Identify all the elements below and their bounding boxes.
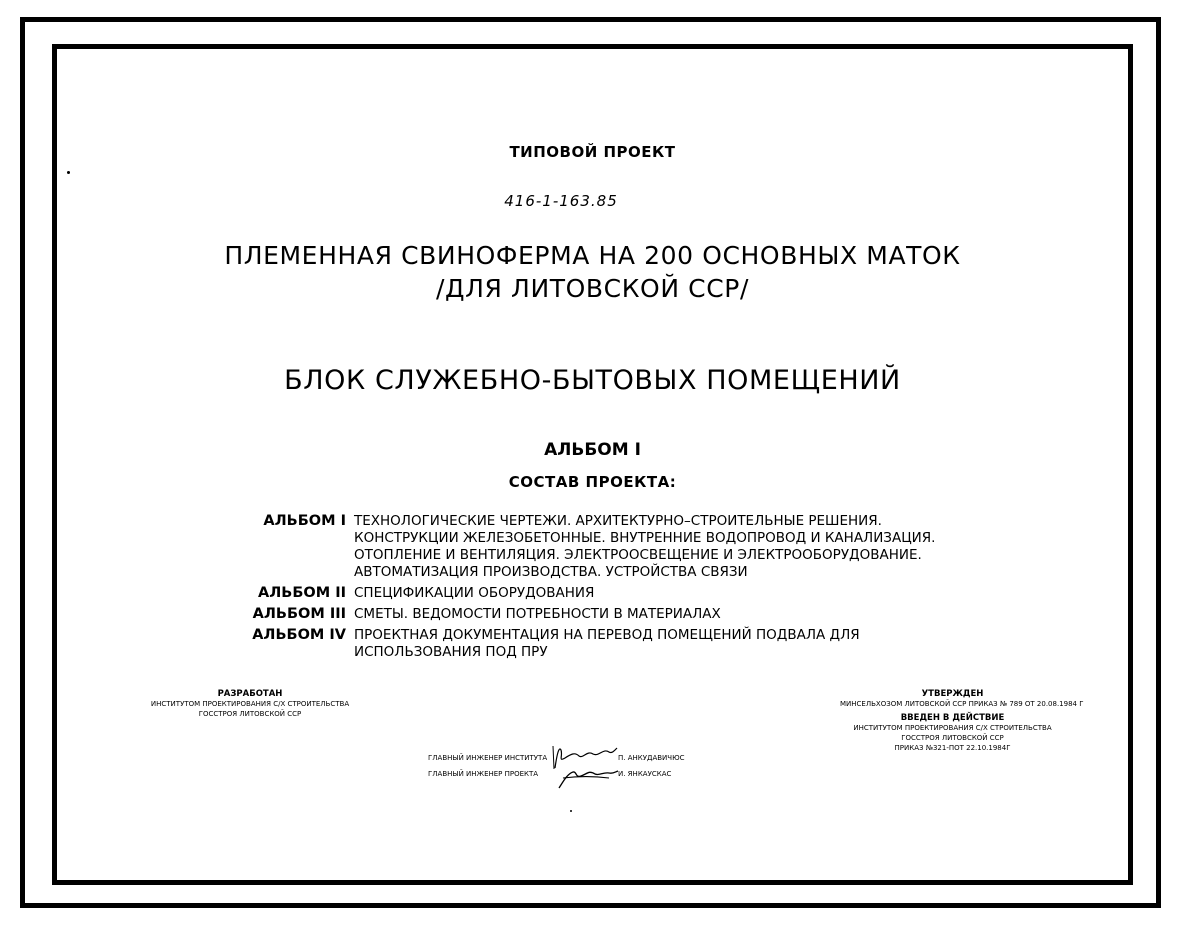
doc-label: ТИПОВОЙ ПРОЕКТ: [509, 143, 676, 161]
album-description: [354, 585, 994, 602]
signature-row: [428, 768, 698, 784]
approved-block: [840, 689, 1084, 753]
album-name: АЛЬБОМ II: [258, 585, 346, 601]
signer-name: И. ЯНКАУСКАС: [618, 770, 672, 778]
album-list: [238, 513, 998, 665]
signer-name: П. АНКУДАВИЧЮС: [618, 754, 685, 762]
doc-title-line2: /ДЛЯ ЛИТОВСКОЙ ССР/: [435, 274, 749, 303]
album-line: АВТОМАТИЗАЦИЯ ПРОИЗВОДСТВА. УСТРОЙСТВА СВЯЗИ: [354, 564, 748, 580]
album-line: ПРОЕКТНАЯ ДОКУМЕНТАЦИЯ НА ПЕРЕВОД ПОМЕЩЕНИЙ ПОДВАЛА ДЛЯ: [354, 627, 860, 643]
developed-line: ГОССТРОЯ ЛИТОВСКОЙ ССР: [198, 710, 302, 718]
album-item: [238, 585, 998, 602]
album-item: [238, 513, 998, 581]
enacted-line: ГОССТРОЯ ЛИТОВСКОЙ ССР: [901, 734, 1004, 742]
album-line: ОТОПЛЕНИЕ И ВЕНТИЛЯЦИЯ. ЭЛЕКТРООСВЕЩЕНИЕ И ЭЛЕКТРООБОРУДОВАНИЕ.: [354, 547, 922, 563]
album-line: СПЕЦИФИКАЦИИ ОБОРУДОВАНИЯ: [354, 585, 595, 601]
album-line: КОНСТРУКЦИИ ЖЕЛЕЗОБЕТОННЫЕ. ВНУТРЕННИЕ ВОДОПРОВОД И КАНАЛИЗАЦИЯ.: [354, 530, 936, 546]
composition-heading: СОСТАВ ПРОЕКТА:: [508, 473, 677, 491]
developed-line: ИНСТИТУТОМ ПРОЕКТИРОВАНИЯ С/Х СТРОИТЕЛЬСТВА: [150, 700, 350, 708]
album-line: ИСПОЛЬЗОВАНИЯ ПОД ПРУ: [354, 644, 548, 660]
album-name: АЛЬБОМ III: [252, 606, 346, 622]
album-item: [238, 627, 998, 661]
album-description: [354, 513, 994, 581]
signer-role: ГЛАВНЫЙ ИНЖЕНЕР ПРОЕКТА: [428, 770, 539, 778]
doc-number: 416-1-163.85: [504, 192, 618, 210]
handwritten-signature-icon: [549, 764, 619, 790]
approved-line: МИНСЕЛЬХОЗОМ ЛИТОВСКОЙ ССР ПРИКАЗ № 789 ОТ 20.08.1984 Г: [840, 700, 1084, 708]
signatures-block: [428, 752, 698, 784]
album-name: АЛЬБОМ I: [263, 513, 346, 529]
approved-heading: УТВЕРЖДЕН: [921, 689, 984, 699]
developed-heading: РАЗРАБОТАН: [217, 689, 283, 699]
signer-role: ГЛАВНЫЙ ИНЖЕНЕР ИНСТИТУТА: [428, 754, 548, 762]
album-name: АЛЬБОМ IV: [252, 627, 346, 643]
developed-block: [140, 689, 360, 719]
album-line: ТЕХНОЛОГИЧЕСКИЕ ЧЕРТЕЖИ. АРХИТЕКТУРНО–СТРОИТЕЛЬНЫЕ РЕШЕНИЯ.: [354, 513, 882, 529]
enacted-line: ИНСТИТУТОМ ПРОЕКТИРОВАНИЯ С/Х СТРОИТЕЛЬСТВА: [853, 724, 1052, 732]
album-item: [238, 606, 998, 623]
doc-title-line1: ПЛЕМЕННАЯ СВИНОФЕРМА НА 200 ОСНОВНЫХ МАТОК: [224, 241, 961, 270]
doc-title-block: БЛОК СЛУЖЕБНО-БЫТОВЫХ ПОМЕЩЕНИЙ: [284, 365, 901, 396]
album-description: [354, 606, 994, 623]
album-heading: АЛЬБОМ I: [544, 440, 641, 460]
speck-mark: [570, 810, 572, 812]
album-line: СМЕТЫ. ВЕДОМОСТИ ПОТРЕБНОСТИ В МАТЕРИАЛАХ: [354, 606, 721, 622]
enacted-heading: ВВЕДЕН В ДЕЙСТВИЕ: [900, 713, 1005, 723]
speck-mark: [67, 171, 70, 174]
album-description: [354, 627, 994, 661]
enacted-line: ПРИКАЗ №321-ПОТ 22.10.1984Г: [894, 744, 1011, 752]
